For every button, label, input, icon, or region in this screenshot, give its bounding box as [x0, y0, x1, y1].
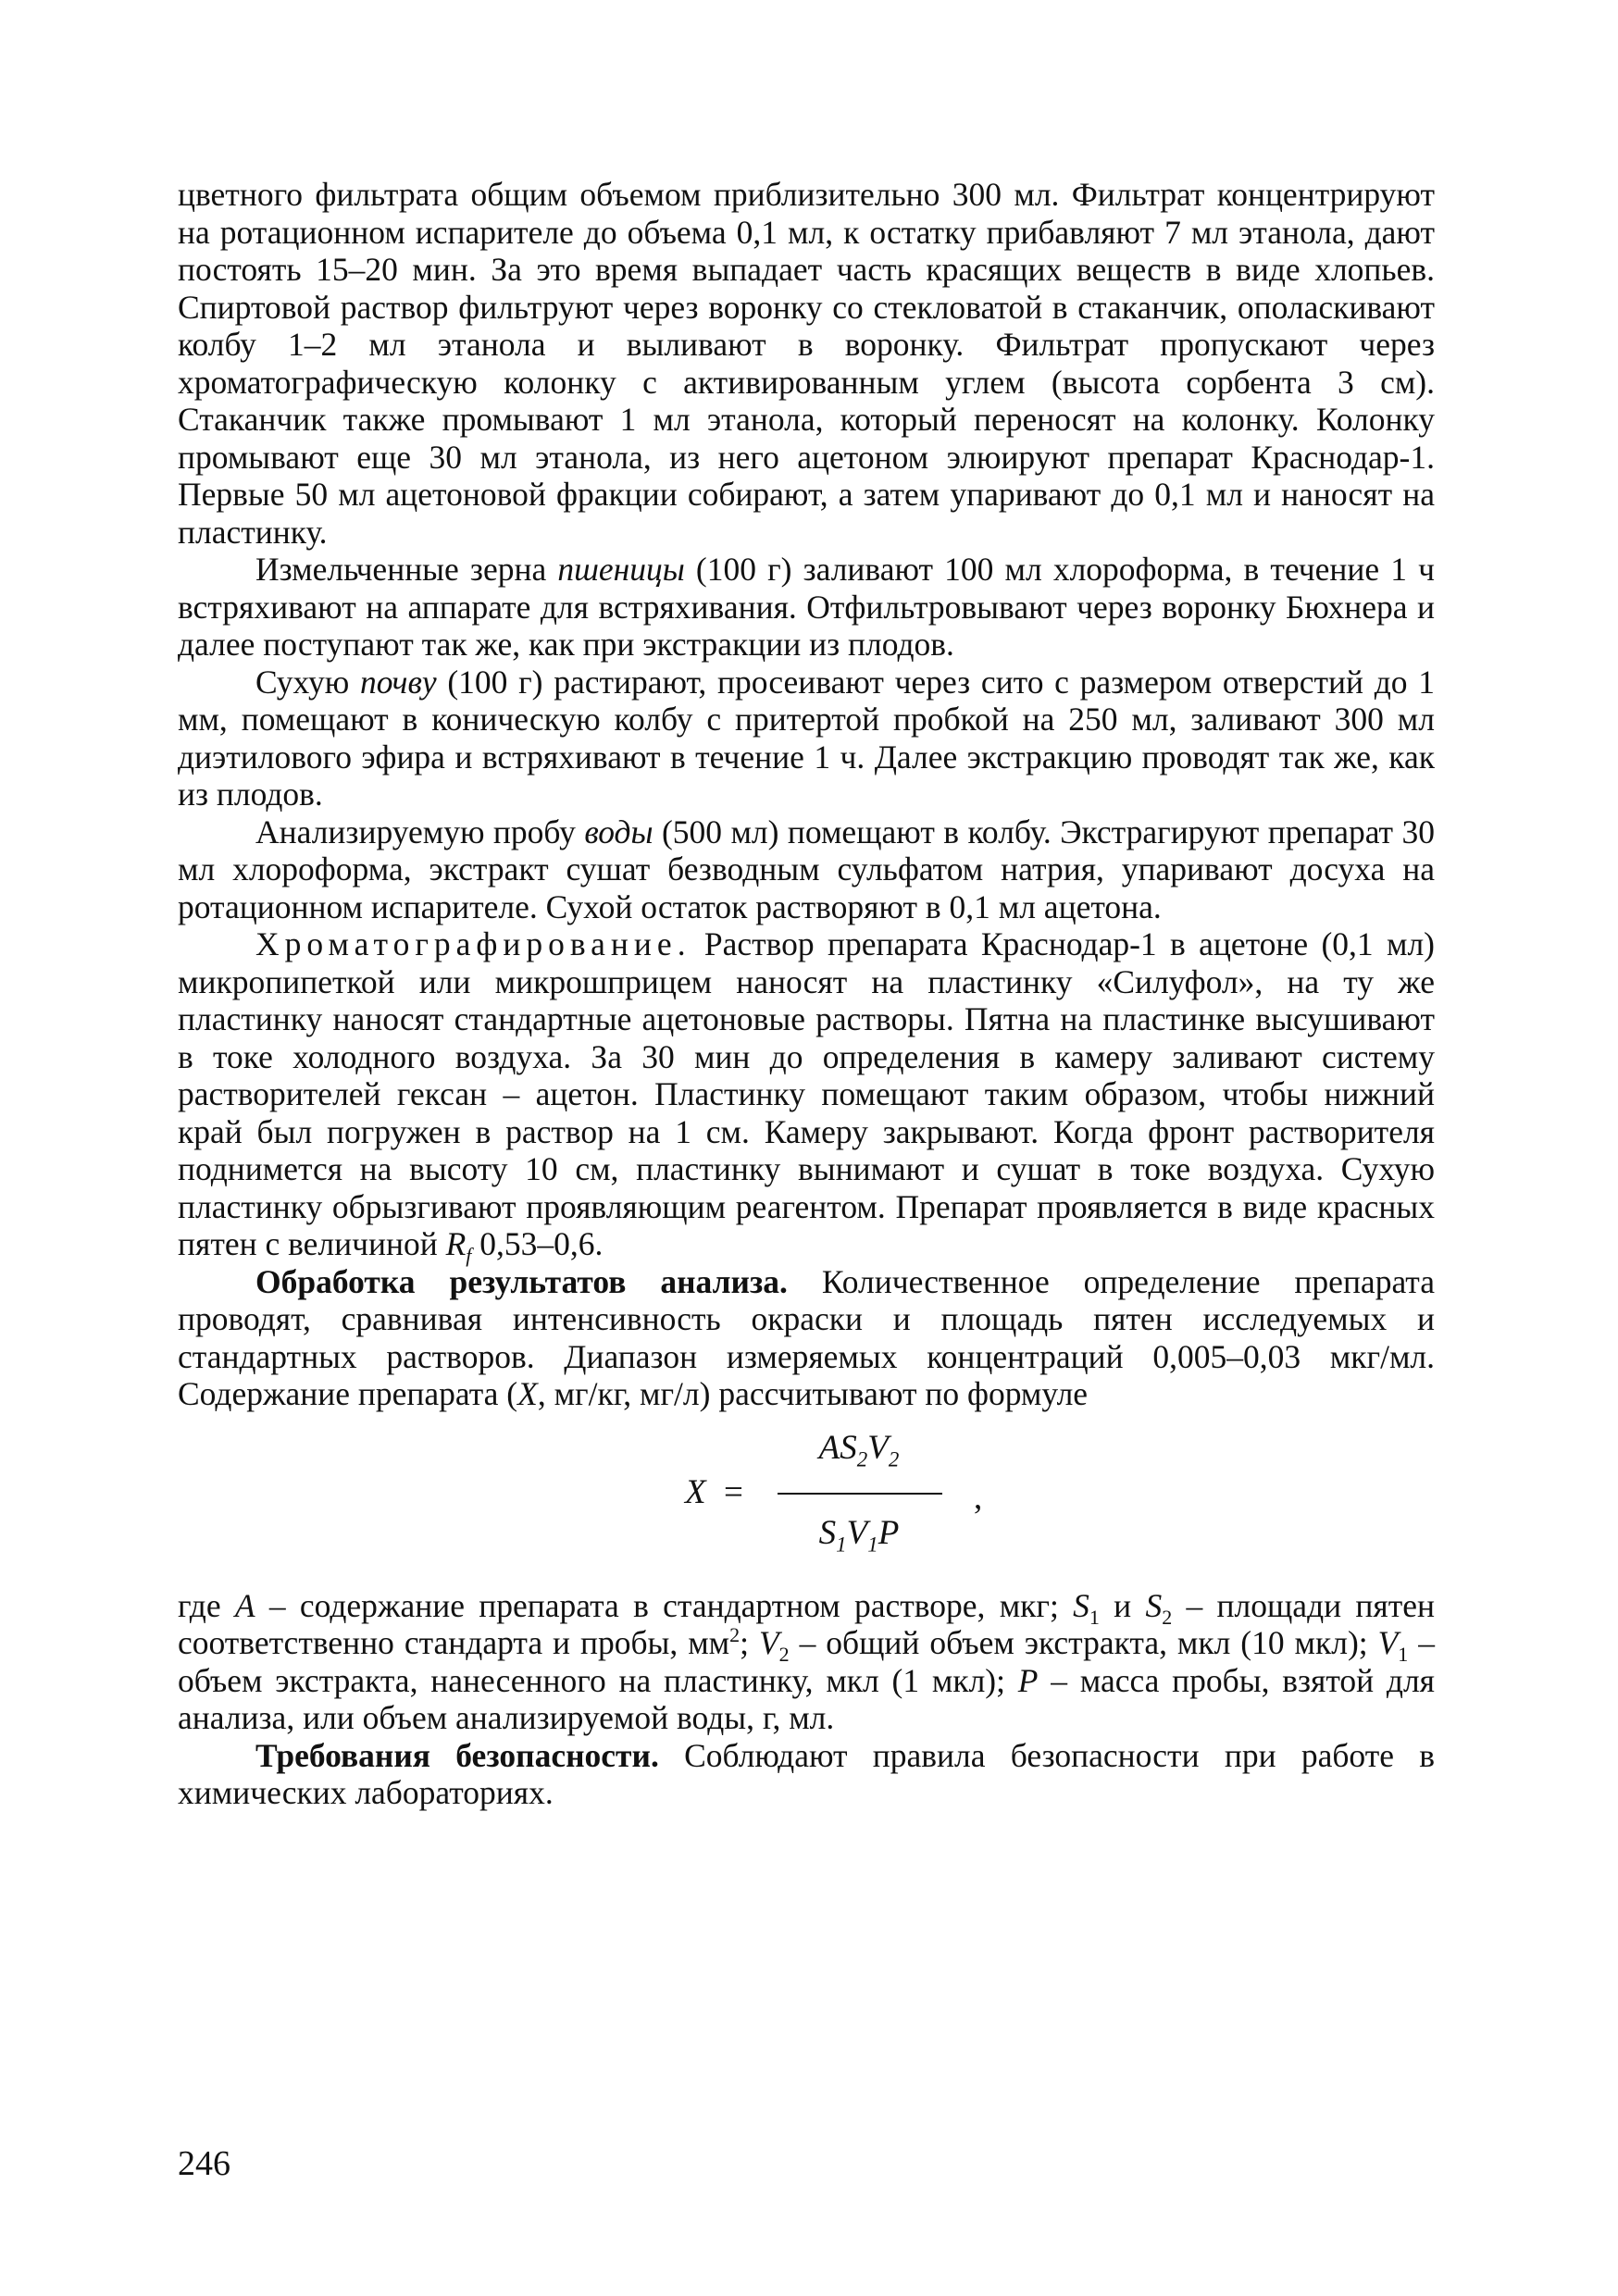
- subscript: 2: [1162, 1605, 1173, 1629]
- paragraph-safety: [178, 1737, 1435, 1812]
- variable-x: X: [517, 1375, 538, 1412]
- emphasis-water: воды: [584, 813, 653, 850]
- text-run: Сухую: [255, 663, 360, 701]
- emphasis-wheat: пшеницы: [557, 551, 685, 588]
- paragraph-filtrate: цветного фильтрата общим объемом приблизительно 300 мл. Фильтрат концентрируют на ротационном испарителе до объема 0,1 мл, к остатку прибавляют 7 мл этанола, дают постоять 15–20 мин. За это время выпадает часть красящих веществ в виде хлопьев. Спиртовой раствор фильтруют через воронку со стекловатой в стаканчик, ополаскивают колбу 1–2 мл этанола и выливают в воронку. Фильтрат пропускают через хроматографическую колонку с активированным углем (высота сорбента 3 см). Стаканчик также промывают 1 мл этанола, который переносят на колонку. Колонку промывают еще 30 мл этанола, из него ацетоном элюируют препарат Краснодар-1. Первые 50 мл ацетоновой фракции собирают, а затем упаривают до 0,1 мл и наносят на пластинку.: [178, 176, 1435, 551]
- paragraph-legend: [178, 1587, 1435, 1737]
- fraction-bar: [778, 1493, 942, 1495]
- paragraph-wheat: [178, 551, 1435, 664]
- text-run: Анализируемую пробу: [255, 813, 585, 850]
- text-run: (100 г) растирают, просеивают через сито с размером отверстий до 1 мм, помещают в коническую колбу с притертой пробкой на 250 мл, заливают 300 мл диэтилового эфира и встряхивают в течение 1 ч. Далее экстракцию проводят так же, как из плодов.: [178, 663, 1436, 813]
- text-run: – площади пятен соответственно стандарта и пробы, мм: [178, 1586, 1435, 1661]
- den-term: V: [846, 1513, 868, 1552]
- paragraph-water: [178, 813, 1435, 926]
- paragraph-chromatography: [178, 925, 1435, 1268]
- subscript: 1: [1089, 1605, 1100, 1629]
- text-run: – содержание препарата в стандартном растворе, мкг;: [255, 1586, 1074, 1624]
- text-run: (500 мл) помещают в колбу. Экстрагируют препарат 30 мл хлороформа, экстракт сушат безводным сульфатом натрия, упаривают досуха на ротационном испарителе. Сухой остаток растворяют в 0,1 мл ацетона.: [178, 813, 1435, 925]
- text-run: – объем экстракта, нанесенного на пластинку, мкл (1 мкл);: [178, 1624, 1435, 1699]
- den-subscript: 1: [836, 1532, 847, 1556]
- formula-numerator: [781, 1428, 937, 1471]
- den-term: S: [818, 1513, 837, 1552]
- rf-letter: R: [445, 1225, 467, 1262]
- text-run: и: [1099, 1586, 1146, 1624]
- text-run: ;: [740, 1624, 759, 1661]
- num-subscript: 2: [888, 1446, 900, 1471]
- variable-v1: V: [1377, 1624, 1399, 1661]
- num-term: V: [867, 1428, 889, 1467]
- formula-lhs: X: [685, 1472, 706, 1511]
- emphasis-soil: почву: [359, 663, 437, 701]
- rf-subscript: f: [466, 1244, 472, 1268]
- formula: [178, 1419, 1435, 1583]
- page-body: [178, 176, 1435, 1812]
- variable-v2: V: [758, 1624, 779, 1661]
- variable-a: A: [234, 1586, 255, 1624]
- text-run: , мг/кг, мг/л) рассчитывают по формуле: [537, 1375, 1089, 1412]
- text-run: – масса пробы, взятой для анализа, или объем анализируемой воды, г, мл.: [178, 1661, 1436, 1736]
- variable-s2: S: [1145, 1586, 1163, 1624]
- text-run: Раствор препарата Краснодар-1 в ацетоне (0,1 мл) микропипеткой или микрошприцем наносят на пластинку «Силуфол», на ту же пластинку наносят стандартные ацетоновые растворы. Пятна на пластинке высушивают в токе холодного воздуха. За 30 мин до определения в камеру заливают систему растворителей гексан – ацетон. Пластинку помещают таким образом, чтобы нижний край был погружен в раствор на 1 см. Камеру закрывают. Когда фронт растворителя поднимется на высоту 10 см, пластинку вынимают и сушат в токе воздуха. Сухую пластинку обрызгивают проявляющим реагентом. Препарат проявляется в виде красных пятен с величиной: [178, 925, 1435, 1262]
- num-term: AS: [818, 1428, 857, 1467]
- text-run: – общий объем экстракта, мкл (10 мкл);: [789, 1624, 1378, 1661]
- variable-p: P: [1017, 1661, 1039, 1699]
- num-subscript: 2: [856, 1446, 868, 1471]
- formula-denominator: [781, 1513, 937, 1556]
- text-run: где: [178, 1586, 235, 1624]
- text-run: 0,53–0,6.: [471, 1225, 604, 1262]
- den-term: P: [877, 1513, 900, 1552]
- rf-symbol: [445, 1225, 472, 1268]
- text-run: Соблюдают правила безопасности при работе в химических лабораториях.: [178, 1736, 1436, 1811]
- variable-s1: S: [1073, 1586, 1089, 1624]
- text-run: Количественное определение препарата проводят, сравнивая интенсивность окраски и площадь пятен исследуемых и стандартных растворов. Диапазон измеряемых концентраций 0,005–0,03 мкг/мл. Содержание препарата (: [178, 1262, 1435, 1412]
- section-heading-safety: Требования безопасности.: [255, 1736, 659, 1774]
- subscript: 2: [778, 1643, 790, 1667]
- formula-equals: =: [724, 1472, 743, 1511]
- text-run: (100 г) заливают 100 мл хлороформа, в течение 1 ч встряхивают на аппарате для встряхивания. Отфильтровывают через воронку Бюхнера и далее поступают так же, как при экстракции из плодов.: [178, 551, 1435, 663]
- page-number: 246: [178, 2144, 230, 2183]
- section-heading-results: Обработка результатов анализа.: [255, 1262, 788, 1300]
- subscript: 1: [1398, 1643, 1409, 1667]
- den-subscript: 1: [867, 1532, 878, 1556]
- section-heading-chromatography: Хроматографирование.: [255, 925, 691, 962]
- text-run: Измельченные зерна: [255, 551, 558, 588]
- paragraph-results: [178, 1263, 1435, 1413]
- superscript: 2: [729, 1623, 741, 1647]
- formula-comma: ,: [974, 1478, 983, 1517]
- paragraph-soil: [178, 664, 1435, 813]
